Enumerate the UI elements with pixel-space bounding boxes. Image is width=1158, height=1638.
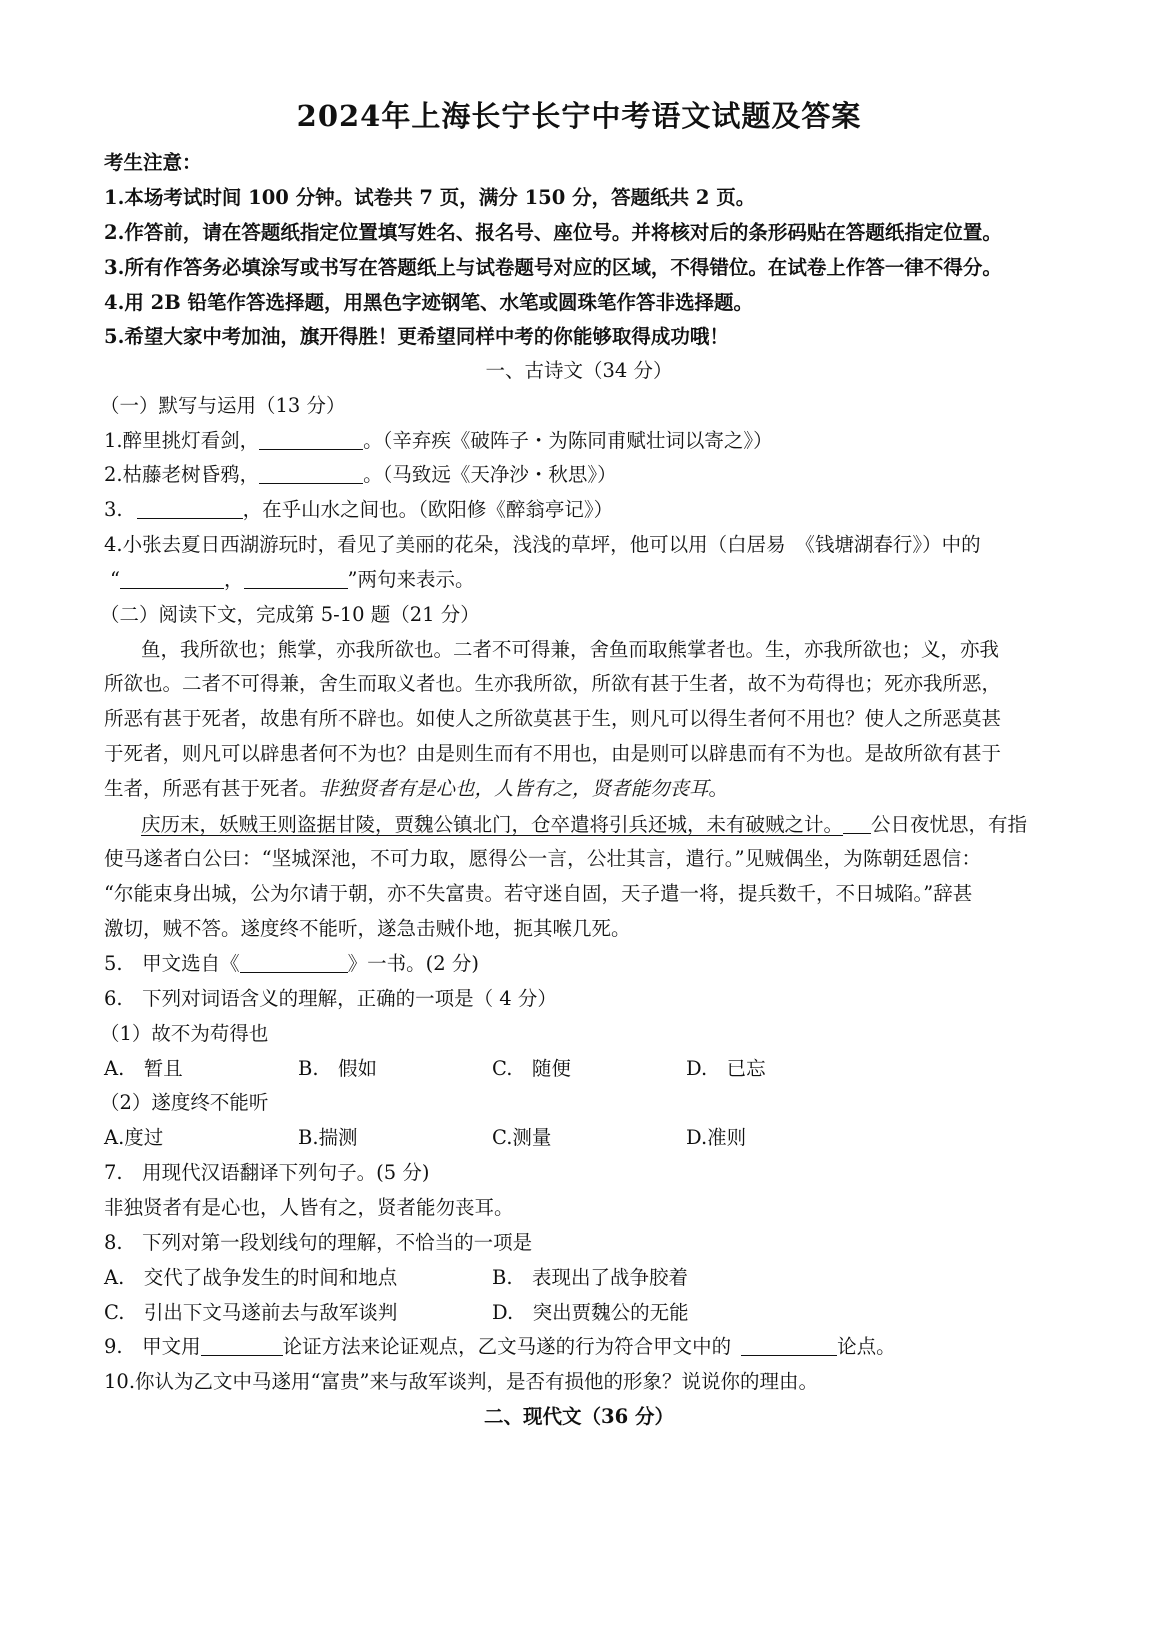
option-d[interactable]: D. 突出贾魏公的无能 (492, 1301, 689, 1324)
question-2-source: 。（马致远《天净沙・秋思》） (363, 463, 617, 486)
passage-a-period: 。 (708, 777, 729, 800)
question-7-sentence: 非独贤者有是心也，人皆有之，贤者能勿丧耳。 (104, 1196, 514, 1219)
question-3-number: 3. (104, 498, 123, 521)
question-5-text: 5. 甲文选自《 (104, 952, 240, 975)
answer-blank[interactable] (240, 952, 348, 973)
comma: ， (223, 568, 244, 591)
answer-blank[interactable] (120, 568, 224, 589)
option-a[interactable]: A.度过 (104, 1126, 164, 1149)
question-1 (104, 428, 773, 454)
answer-blank[interactable] (741, 1335, 837, 1356)
question-6: 6. 下列对词语含义的理解，正确的一项是（ 4 分） (104, 987, 557, 1010)
question-6-sub-2: （2）遂度终不能听 (100, 1091, 269, 1114)
passage-b-text: 公日夜忧思，有指 (871, 813, 1028, 836)
passage-b-first-line (141, 812, 1027, 838)
question-6-sub-1: （1）故不为苟得也 (100, 1022, 269, 1045)
notice-item-4: 4.用 2B 铅笔作答选择题，用黑色字迹钢笔、水笔或圆珠笔作答非选择题。 (104, 291, 753, 314)
notice-item-2: 2.作答前，请在答题纸指定位置填写姓名、报名号、座位号。并将核对后的条形码贴在答题纸指定位置。 (104, 221, 1002, 244)
question-9 (104, 1334, 896, 1360)
answer-blank[interactable] (201, 1335, 283, 1356)
option-c[interactable]: C.测量 (492, 1126, 552, 1149)
answer-blank[interactable] (259, 463, 363, 484)
passage-a-line: 所欲也。二者不可得兼，舍生而取义者也。生亦我所欲，所欲有甚于生者，故不为苟得也；死亦我所恶， (104, 672, 1002, 695)
option-c[interactable]: C. 随便 (492, 1057, 571, 1080)
passage-a-key-sentence: 非独贤者有是心也，人皆有之，贤者能勿丧耳 (318, 777, 709, 800)
option-a[interactable]: A. 暂且 (104, 1057, 183, 1080)
close-quote-text: ”两句来表示。 (347, 568, 475, 591)
question-2 (104, 462, 617, 488)
underlined-sentence: 庆历末，妖贼王则盗据甘陵，贾魏公镇北门，仓卒遣将引兵还城，未有破贼之计。 (141, 813, 844, 836)
notice-item-3: 3.所有作答务必填涂写或书写在答题纸上与试卷题号对应的区域，不得错位。在试卷上作答一律不得分。 (104, 256, 1002, 279)
question-3-text: ，在乎山水之间也。（欧阳修《醉翁亭记》） (242, 498, 614, 521)
section-2-heading: 二、现代文（36 分） (484, 1405, 674, 1428)
question-9-end: 论点。 (837, 1335, 896, 1358)
option-c[interactable]: C. 引出下文马遂前去与敌军谈判 (104, 1301, 398, 1324)
question-9-text: 9. 甲文用 (104, 1335, 201, 1358)
passage-a-line: 鱼，我所欲也；熊掌，亦我所欲也。二者不可得兼，舍鱼而取熊掌者也。生，亦我所欲也；义，亦我 (141, 638, 1000, 661)
part-2-heading: （二）阅读下文，完成第 5-10 题（21 分） (100, 603, 480, 626)
option-b[interactable]: B.揣测 (298, 1126, 358, 1149)
passage-b-line: “尔能束身出城，公为尔请于朝，亦不失富贵。若守迷自固，天子遣一将，提兵数千，不日城陷。”辞甚 (104, 882, 973, 905)
question-9-middle: 论证方法来论证观点，乙文马遂的行为符合甲文中的 (282, 1335, 732, 1358)
passage-b-line: 使马遂者白公曰：“坚城深池，不可力取，愿得公一言，公壮其言，遣行。”见贼偶坐，为陈朝廷恩信： (104, 847, 981, 870)
page-title: 2024年上海长宁长宁中考语文试题及答案 (296, 99, 862, 133)
question-7: 7. 用现代汉语翻译下列句子。(5 分) (104, 1161, 430, 1184)
option-b[interactable]: B. 假如 (298, 1057, 378, 1080)
passage-a-last-line (104, 776, 728, 802)
part-1-heading: （一）默写与运用（13 分） (100, 394, 346, 417)
question-4-line-2 (110, 567, 474, 593)
question-10: 10.你认为乙文中马遂用“富贵”来与敌军谈判，是否有损他的形象？说说你的理由。 (104, 1370, 818, 1393)
option-b[interactable]: B. 表现出了战争胶着 (492, 1266, 689, 1289)
question-8: 8. 下列对第一段划线句的理解，不恰当的一项是 (104, 1231, 533, 1254)
open-quote: “ (110, 568, 120, 591)
option-d[interactable]: D. 已忘 (686, 1057, 766, 1080)
section-1-heading: 一、古诗文（34 分） (485, 359, 673, 382)
answer-blank[interactable] (137, 498, 243, 519)
notice-item-1: 1.本场考试时间 100 分钟。试卷共 7 页，满分 150 分，答题纸共 2 页。 (104, 186, 756, 209)
question-2-text: 2.枯藤老树昏鸦， (104, 463, 260, 486)
question-4-line-1: 4.小张去夏日西湖游玩时，看见了美丽的花朵，浅浅的草坪，他可以用（白居易 《钱塘湖春行》）中的 (104, 533, 981, 556)
question-3 (104, 497, 613, 523)
notice-item-5: 5.希望大家中考加油，旗开得胜！更希望同样中考的你能够取得成功哦！ (104, 325, 729, 348)
option-d[interactable]: D.准则 (686, 1126, 747, 1149)
passage-a-line: 于死者，则凡可以辟患者何不为也？由是则生而有不用也，由是则可以辟患而有不为也。是故所欲有甚于 (104, 742, 1002, 765)
passage-a-text: 生者，所恶有甚于死者。 (104, 777, 319, 800)
answer-blank[interactable] (244, 568, 348, 589)
notice-heading: 考生注意： (104, 151, 202, 174)
question-1-text: 1.醉里挑灯看剑， (104, 429, 260, 452)
underline-tail (843, 813, 871, 834)
passage-b-line: 激切，贼不答。遂度终不能听，遂急击贼仆地，扼其喉几死。 (104, 917, 631, 940)
question-5 (104, 951, 479, 977)
question-1-source: 。（辛弃疾《破阵子・为陈同甫赋壮词以寄之》） (363, 429, 773, 452)
question-5-score: 》一书。(2 分) (347, 952, 479, 975)
option-a[interactable]: A. 交代了战争发生的时间和地点 (104, 1266, 398, 1289)
passage-a-line: 所恶有甚于死者，故患有所不辟也。如使人之所欲莫甚于生，则凡可以得生者何不用也？使人之所恶莫甚 (104, 707, 1002, 730)
answer-blank[interactable] (259, 429, 363, 450)
